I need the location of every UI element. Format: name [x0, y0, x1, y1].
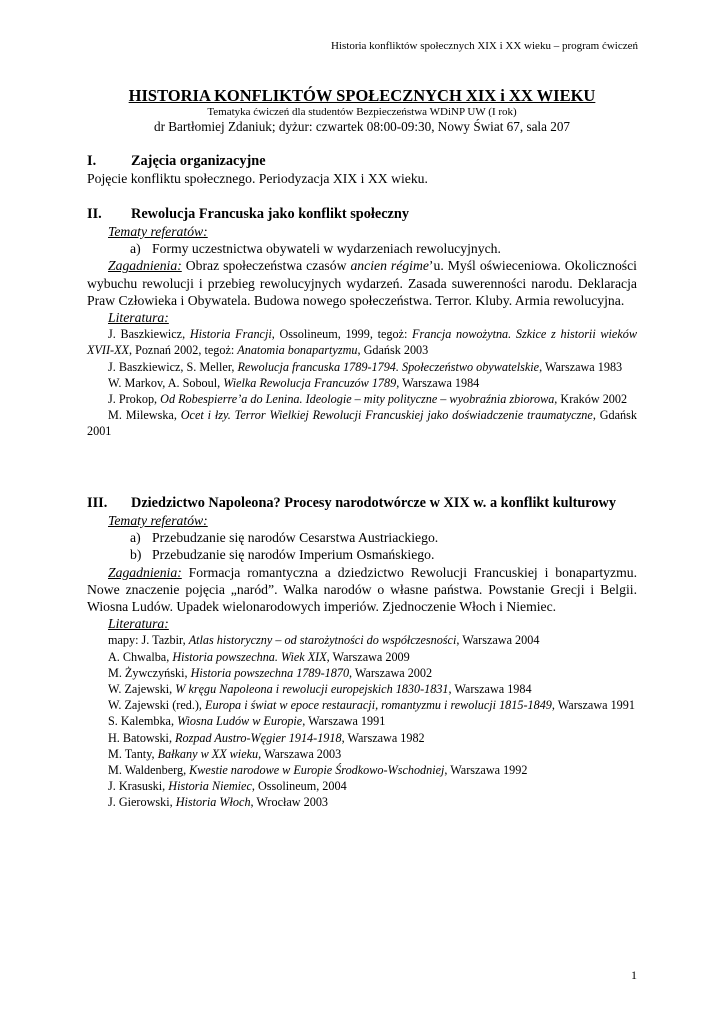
issues-text-cont: ’u. Myśl oświeceniowa. Okoliczności wybuchu rewolucji i przebieg rewolucyjnych wydarzeń. Zasada suwerenności narodu. Deklaracja Praw Człowieka i Obywatela. Budowa nowego społeczeństwa. Terror. Kluby. Armia rewolucyjna.	[87, 258, 637, 308]
literature-entry: W. Zajewski (red.), Europa i świat w epoce restauracji, romantyzmu i rewolucji 1815-1849, Warszawa 1991	[108, 698, 635, 713]
literature-entry: H. Batowski, Rozpad Austro-Węgier 1914-1918, Warszawa 1982	[108, 730, 425, 745]
topic-letter: b)	[130, 547, 142, 563]
literature-entry: J. Baszkiewicz, S. Meller, Rewolucja francuska 1789-1794. Społeczeństwo obywatelskie, Warszawa 1983	[108, 359, 623, 374]
running-header: Historia konfliktów społecznych XIX i XX wieku – program ćwiczeń	[330, 40, 638, 52]
literature-entry: M. Waldenberg, Kwestie narodowe w Europie Środkowo-Wschodniej, Warszawa 1992	[108, 763, 528, 778]
literature-label: Literatura:	[108, 310, 169, 326]
section-number: II.	[87, 206, 102, 222]
issues-label: Zagadnienia:	[108, 258, 182, 274]
issues-italic-term: ancien régime	[350, 258, 429, 274]
section-number: I.	[87, 153, 97, 169]
topic-item	[108, 529, 637, 546]
topic-text: Przebudzanie się narodów Imperium Osmańskiego.	[152, 547, 435, 563]
topic-text: Przebudzanie się narodów Cesarstwa Austriackiego.	[152, 530, 439, 546]
section-title: Zajęcia organizacyjne	[131, 153, 266, 169]
literature-entry: J. Gierowski, Historia Włoch, Wrocław 2003	[108, 795, 329, 810]
literature-entry: J. Baszkiewicz, Historia Francji, Ossolineum, 1999, tegoż: Francja nowożytna. Szkice z historii wieków XVII-XX, Poznań 2002, tegoż: Anatomia bonapartyzmu, Gdańsk 2003	[87, 327, 637, 358]
literature-entry: M. Tanty, Bałkany w XX wieku, Warszawa 2003	[108, 746, 342, 761]
literature-entry: W. Zajewski, W kręgu Napoleona i rewolucji europejskich 1830-1831, Warszawa 1984	[108, 682, 532, 697]
topic-text: Formy uczestnictwa obywateli w wydarzeniach rewolucyjnych.	[152, 241, 501, 257]
literature-entry: M. Żywczyński, Historia powszechna 1789-1870, Warszawa 2002	[108, 665, 433, 680]
topics-label-row	[87, 512, 637, 529]
literature-entry: M. Milewska, Ocet i łzy. Terror Wielkiej Rewolucji Francuskiej jako doświadczenie traumatyczne, Gdańsk 2001	[87, 408, 637, 439]
section-number: III.	[87, 495, 108, 511]
topics-label-row	[87, 223, 637, 240]
section-heading	[87, 494, 637, 512]
section-heading	[87, 205, 637, 223]
issues-paragraph	[87, 257, 637, 309]
section-heading	[87, 152, 637, 170]
section-2	[87, 205, 637, 440]
section-1	[87, 152, 637, 187]
section-text: Pojęcie konfliktu społecznego. Periodyzacja XIX i XX wieku.	[87, 171, 428, 186]
topic-letter: a)	[130, 241, 141, 257]
literature-entry: J. Krasuski, Historia Niemiec, Ossolineum, 2004	[108, 779, 347, 794]
literature-entry: W. Markov, A. Soboul, Wielka Rewolucja Francuzów 1789, Warszawa 1984	[108, 375, 480, 390]
page-subtitle: Tematyka ćwiczeń dla studentów Bezpieczeństwa WDiNP UW (I rok)	[207, 106, 517, 118]
issues-label: Zagadnienia:	[108, 564, 182, 580]
issues-text: Formacja romantyczna a dziedzictwo Rewolucji Francuskiej i bonapartyzmu. Nowe znaczenie pojęcia „naród”. Walka narodów o własne państwa. Powstanie Grecji i Belgii. Wiosna Ludów. Upadek wielonarodowych imperiów. Zjednoczenie Włoch i Niemiec.	[87, 564, 638, 615]
issues-text: Obraz społeczeństwa czasów	[185, 258, 351, 274]
topic-item	[108, 240, 637, 257]
title-block	[87, 86, 637, 135]
literature-label-row	[87, 309, 637, 326]
literature-entry: A. Chwalba, Historia powszechna. Wiek XIX, Warszawa 2009	[108, 649, 410, 664]
topic-item	[108, 546, 637, 563]
topic-letter: a)	[130, 530, 141, 546]
issues-paragraph	[87, 564, 637, 616]
literature-entry: J. Prokop, Od Robespierre’a do Lenina. Ideologie – mity polityczne – wyobraźnia zbiorowa, Kraków 2002	[108, 392, 628, 407]
page-title: HISTORIA KONFLIKTÓW SPOŁECZNYCH XIX i XX WIEKU	[128, 86, 596, 105]
topics-label: Tematy referatów:	[108, 513, 208, 528]
section-3	[87, 494, 637, 811]
page-number: 1	[631, 968, 637, 982]
section-title: Rewolucja Francuska jako konflikt społeczny	[131, 206, 410, 222]
literature-label-row	[87, 615, 637, 632]
literature-entry: mapy: J. Tazbir, Atlas historyczny – od starożytności do współczesności, Warszawa 2004	[108, 633, 540, 648]
topics-label: Tematy referatów:	[108, 224, 208, 239]
instructor-info: dr Bartłomiej Zdaniuk; dyżur: czwartek 08:00-09:30, Nowy Świat 67, sala 207	[153, 119, 571, 134]
literature-entry: S. Kalembka, Wiosna Ludów w Europie, Warszawa 1991	[108, 714, 386, 729]
section-title: Dziedzictwo Napoleona? Procesy narodotwórcze w XIX w. a konflikt kulturowy	[131, 495, 617, 511]
literature-label: Literatura:	[108, 616, 169, 632]
